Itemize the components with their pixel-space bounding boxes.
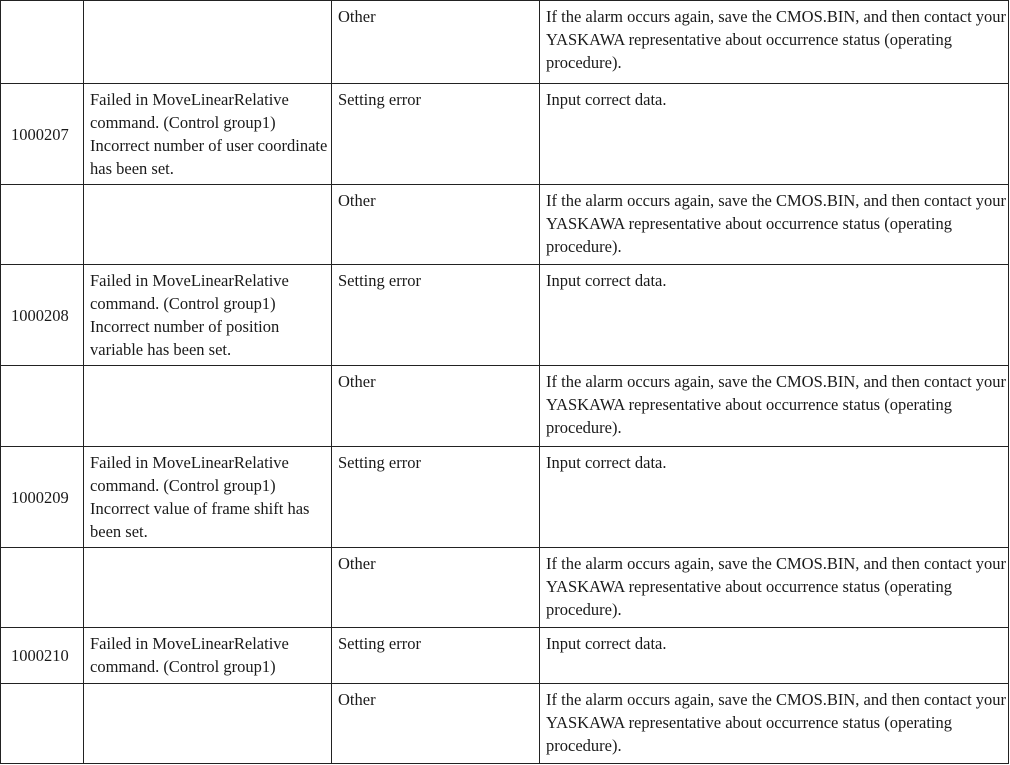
alarm-description-cell: Failed in MoveLinearRelative command. (Control group1) Incorrect value of frame shift has been set. [84, 447, 332, 548]
alarm-description-cell [84, 684, 332, 764]
alarm-description-cell [84, 1, 332, 84]
alarm-cause-cell: Other [332, 684, 540, 764]
alarm-remedy-cell: If the alarm occurs again, save the CMOS.BIN, and then contact your YASKAWA representative about occurrence status (operating procedure). [540, 185, 1009, 265]
alarm-description-cell: Failed in MoveLinearRelative command. (Control group1) Incorrect number of user coordinate has been set. [84, 84, 332, 185]
alarm-code-cell [1, 684, 84, 764]
alarm-remedy-cell: Input correct data. [540, 628, 1009, 684]
alarm-cause-cell: Setting error [332, 628, 540, 684]
alarm-remedy-cell: Input correct data. [540, 265, 1009, 366]
alarm-remedy-cell: If the alarm occurs again, save the CMOS.BIN, and then contact your YASKAWA representative about occurrence status (operating procedure). [540, 366, 1009, 447]
table-row [1, 447, 1009, 548]
alarm-code-cell: 1000207 [1, 84, 84, 185]
alarm-remedy-cell: If the alarm occurs again, save the CMOS.BIN, and then contact your YASKAWA representative about occurrence status (operating procedure). [540, 684, 1009, 764]
table-row [1, 1, 1009, 84]
alarm-cause-cell: Other [332, 185, 540, 265]
alarm-cause-cell: Other [332, 366, 540, 447]
alarm-description-cell [84, 185, 332, 265]
table-row [1, 84, 1009, 185]
alarm-remedy-cell: Input correct data. [540, 447, 1009, 548]
table-row [1, 684, 1009, 764]
alarm-code-cell [1, 366, 84, 447]
alarm-cause-cell: Other [332, 1, 540, 84]
table-row [1, 366, 1009, 447]
alarm-description-cell [84, 548, 332, 628]
alarm-description-cell: Failed in MoveLinearRelative command. (Control group1) [84, 628, 332, 684]
alarm-remedy-cell: If the alarm occurs again, save the CMOS.BIN, and then contact your YASKAWA representative about occurrence status (operating procedure). [540, 1, 1009, 84]
alarm-code-cell: 1000208 [1, 265, 84, 366]
alarm-remedy-cell: Input correct data. [540, 84, 1009, 185]
alarm-remedy-cell: If the alarm occurs again, save the CMOS.BIN, and then contact your YASKAWA representative about occurrence status (operating procedure). [540, 548, 1009, 628]
alarm-cause-cell: Setting error [332, 84, 540, 185]
alarm-cause-cell: Setting error [332, 447, 540, 548]
table-row [1, 185, 1009, 265]
table-row [1, 548, 1009, 628]
table-row [1, 265, 1009, 366]
alarm-code-cell [1, 185, 84, 265]
alarm-code-cell [1, 1, 84, 84]
alarm-code-cell: 1000210 [1, 628, 84, 684]
alarm-cause-cell: Other [332, 548, 540, 628]
alarm-cause-cell: Setting error [332, 265, 540, 366]
alarm-code-cell: 1000209 [1, 447, 84, 548]
table-row [1, 628, 1009, 684]
alarm-code-cell [1, 548, 84, 628]
alarm-description-cell: Failed in MoveLinearRelative command. (Control group1) Incorrect number of position variable has been set. [84, 265, 332, 366]
alarm-description-cell [84, 366, 332, 447]
